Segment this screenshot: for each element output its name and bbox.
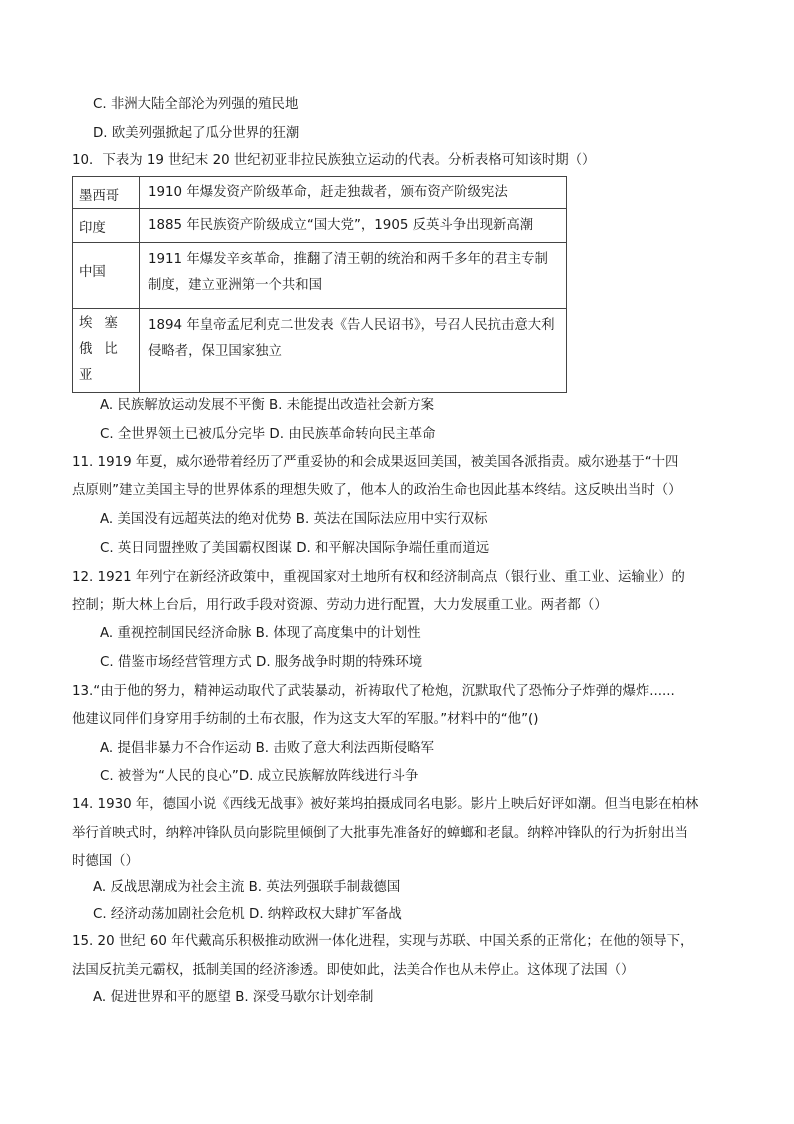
question-14-options-ab: A. 反战思潮成为社会主流 B. 英法列强联手制裁德国 [93,880,401,895]
table-desc-cell: 1911 年爆发辛亥革命，推翻了清王朝的统治和两千多年的君主专制制度，建立亚洲第一个共和国 [140,243,567,309]
question-10-options-cd: C. 全世界领土已被瓜分完毕 D. 由民族革命转向民主革命 [100,427,436,442]
table-row [73,177,567,209]
question-11-stem-line2: 点原则”建立美国主导的世界体系的理想失败了，他本人的政治生命也因此基本终结。这反映出当时（） [72,483,682,498]
table-country-cell: 中国 [73,243,140,309]
question-15-stem-line1: 15. 20 世纪 60 年代戴高乐积极推动欧洲一体化进程，实现与苏联、中国关系的正常化；在他的领导下， [72,934,694,949]
table-country-cell: 埃塞俄比亚 [73,309,140,393]
question-10-options-ab: A. 民族解放运动发展不平衡 B. 未能提出改造社会新方案 [100,398,434,413]
question-9-option-c: C. 非洲大陆全部沦为列强的殖民地 [93,97,299,112]
table-row [73,243,567,309]
question-13-options-cd: C. 被誉为“人民的良心”D. 成立民族解放阵线进行斗争 [100,769,419,784]
question-12-options-cd: C. 借鉴市场经营管理方式 D. 服务战争时期的特殊环境 [100,655,423,670]
question-11-stem-line1: 11. 1919 年夏，威尔逊带着经历了严重妥协的和会成果返回美国，被美国各派指责。威尔逊基于“十四 [72,455,679,470]
question-14-stem-line3: 时德国（） [72,854,139,869]
question-10-table [72,176,567,393]
question-14-stem-line1: 14. 1930 年，德国小说《西线无战事》被好莱坞拍摄成同名电影。影片上映后好评如潮。但当电影在柏林 [72,797,699,812]
table-desc-cell: 1885 年民族资产阶级成立“国大党”，1905 反英斗争出现新高潮 [140,209,567,243]
question-14-stem-line2: 举行首映式时，纳粹冲锋队员向影院里倾倒了大批事先准备好的蟑螂和老鼠。纳粹冲锋队的行为折射出当 [72,826,688,841]
question-10-stem: 10．下表为 19 世纪末 20 世纪初亚非拉民族独立运动的代表。分析表格可知该时期（） [72,153,596,168]
table-row [73,209,567,243]
question-14-options-cd: C. 经济动荡加剧社会危机 D. 纳粹政权大肆扩军备战 [93,907,402,922]
question-15-options-ab: A. 促进世界和平的愿望 B. 深受马歇尔计划牵制 [93,990,374,1005]
table-desc-cell: 1910 年爆发资产阶级革命，赶走独裁者，颁布资产阶级宪法 [140,177,567,209]
table-country-cell: 墨西哥 [73,177,140,209]
question-11-options-cd: C. 英日同盟挫败了美国霸权图谋 D. 和平解决国际争端任重而道远 [100,541,490,556]
table-country-cell: 印度 [73,209,140,243]
question-12-stem-line1: 12. 1921 年列宁在新经济政策中，重视国家对土地所有权和经济制高点（银行业、重工业、运输业）的 [72,570,685,585]
table-desc-cell: 1894 年皇帝孟尼利克二世发表《告人民诏书》，号召人民抗击意大利侵略者，保卫国家独立 [140,309,567,393]
table-row [73,309,567,393]
question-9-option-d: D. 欧美列强掀起了瓜分世界的狂潮 [93,126,300,141]
question-12-options-ab: A. 重视控制国民经济命脉 B. 体现了高度集中的计划性 [100,626,421,641]
question-13-stem-line2: 他建议同伴们身穿用手纺制的土布衣服，作为这支大军的军服。”材料中的“他”() [72,712,539,727]
question-13-stem-line1: 13.“由于他的努力，精神运动取代了武装暴动，祈祷取代了枪炮，沉默取代了恐怖分子炸弹的爆炸...... [72,684,675,699]
question-15-stem-line2: 法国反抗美元霸权，抵制美国的经济渗透。即使如此，法美合作也从未停止。这体现了法国（） [72,963,635,978]
question-11-options-ab: A. 美国没有远超英法的绝对优势 B. 英法在国际法应用中实行双标 [100,512,488,527]
question-12-stem-line2: 控制；斯大林上台后，用行政手段对资源、劳动力进行配置，大力发展重工业。两者都（） [72,598,608,613]
question-13-options-ab: A. 提倡非暴力不合作运动 B. 击败了意大利法西斯侵略军 [100,741,434,756]
